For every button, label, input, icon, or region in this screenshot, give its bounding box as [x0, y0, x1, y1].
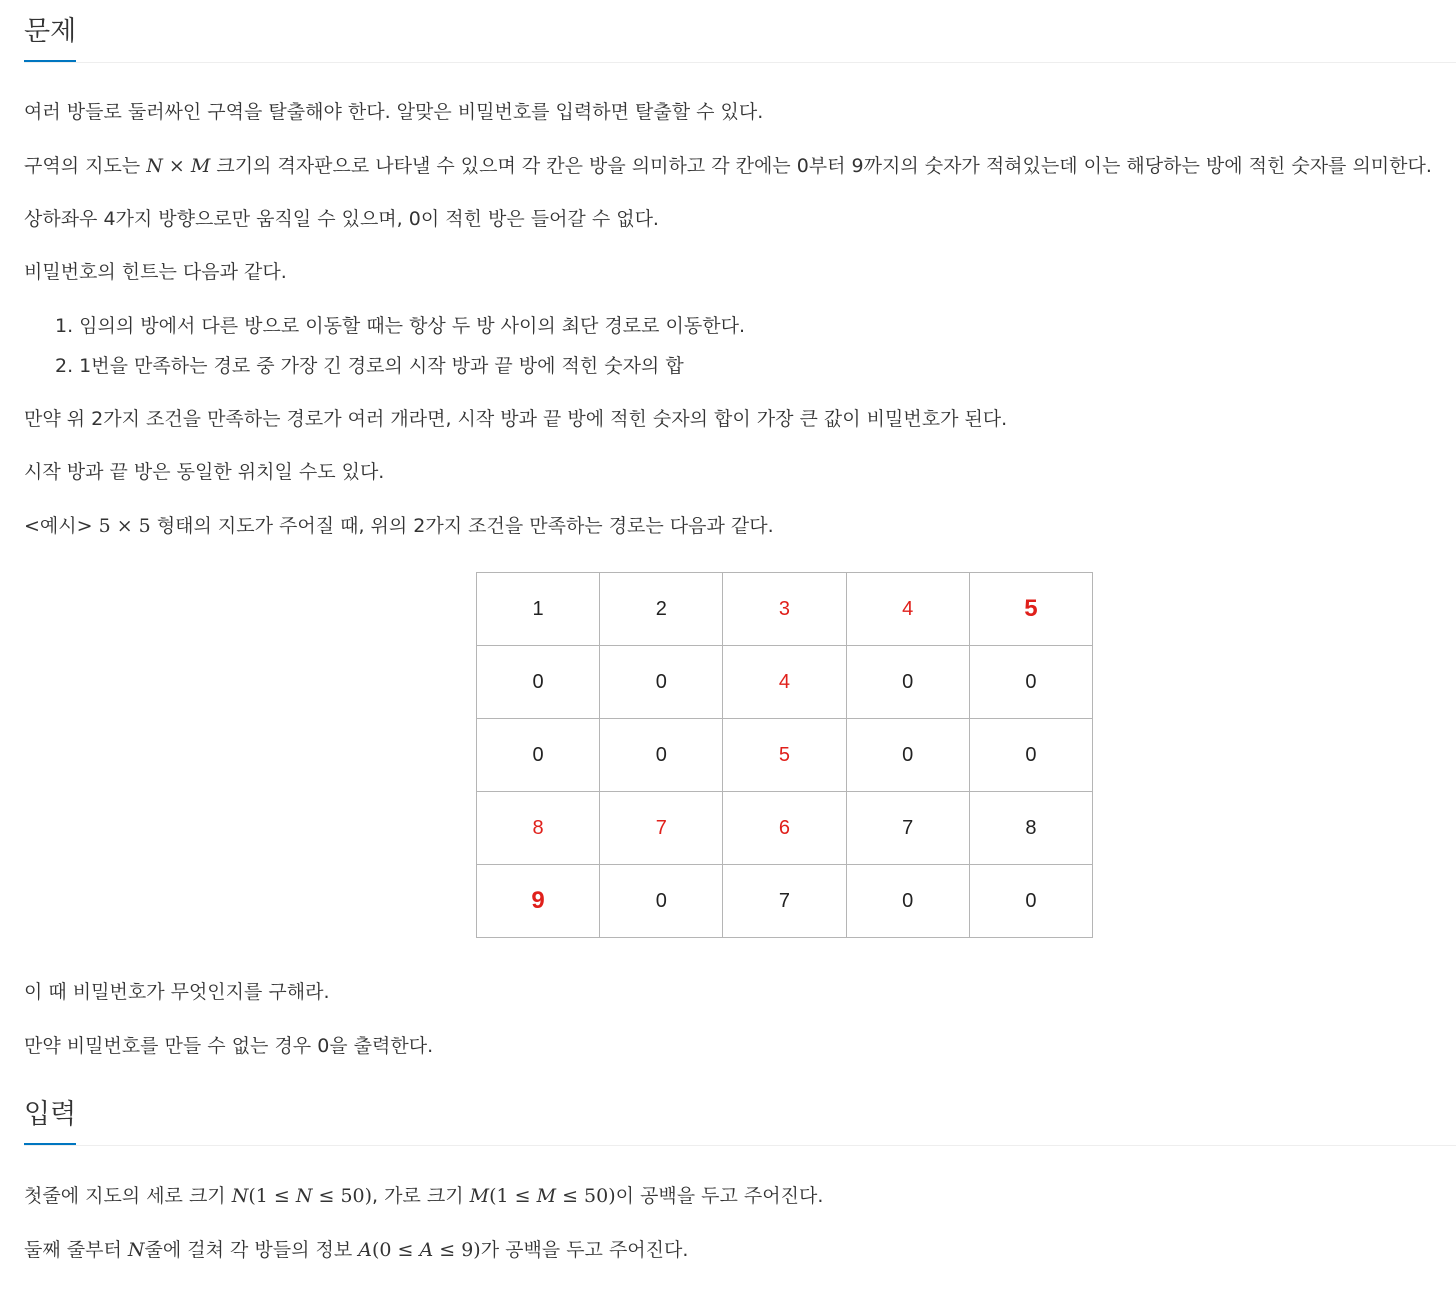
- grid-cell-highlighted: 7: [600, 792, 723, 865]
- math-n: N: [295, 1185, 313, 1207]
- grid-row: [477, 646, 1093, 719]
- grid-row: [477, 573, 1093, 646]
- input-line-2-mid: 줄에 걸쳐 각 방들의 정보: [144, 1239, 359, 1261]
- grid-cell-highlighted: 6: [723, 792, 846, 865]
- problem-description-8: 이 때 비밀번호가 무엇인지를 구해라.: [24, 981, 330, 1003]
- problem-description-3: 상하좌우 4가지 방향으로만 움직일 수 있으며, 0이 적힌 방은 들어갈 수 없다.: [24, 208, 659, 230]
- grid-cell: 0: [846, 719, 969, 792]
- grid-cell: 0: [969, 865, 1092, 938]
- math-a: A: [419, 1239, 434, 1261]
- grid-row: [477, 792, 1093, 865]
- problem-description-2-pre: 구역의 지도는: [24, 155, 147, 177]
- math-size: 5 × 5: [98, 515, 151, 537]
- grid-cell: 0: [600, 646, 723, 719]
- input-heading: 입력: [24, 1097, 76, 1145]
- math-range-open: (0 ≤: [371, 1239, 420, 1261]
- hint-list-item-1: 1. 임의의 방에서 다른 방으로 이동할 때는 항상 두 방 사이의 최단 경로로 이동한다.: [55, 315, 746, 337]
- grid-cell: 0: [477, 719, 600, 792]
- math-times: ×: [162, 155, 191, 177]
- math-a: A: [358, 1239, 372, 1261]
- problem-description-1: 여러 방들로 둘러싸인 구역을 탈출해야 한다. 알맞은 비밀번호를 입력하면 탈출할 수 있다.: [24, 101, 764, 123]
- input-line-1: [24, 1183, 823, 1209]
- input-line-1-post: 이 공백을 두고 주어진다.: [615, 1185, 824, 1207]
- grid-cell-highlighted: 4: [846, 573, 969, 646]
- input-line-2-pre: 둘째 줄부터: [24, 1239, 128, 1261]
- input-line-1-mid: , 가로 크기: [372, 1185, 470, 1207]
- input-section-header: [24, 1083, 1456, 1146]
- math-n: N: [146, 155, 163, 177]
- grid-cell-endpoint: 9: [477, 865, 600, 938]
- math-m: M: [469, 1185, 490, 1207]
- math-range-close: ≤ 9): [433, 1239, 481, 1261]
- problem-description-9: 만약 비밀번호를 만들 수 없는 경우 0을 출력한다.: [24, 1035, 434, 1057]
- grid-row: [477, 865, 1093, 938]
- problem-description-2-post: 크기의 격자판으로 나타낼 수 있으며 각 칸은 방을 의미하고 각 칸에는 0부터 9까지의 숫자가 적혀있는데 이는 해당하는 방에 적힌 숫자를 의미한다.: [210, 155, 1432, 177]
- problem-heading: 문제: [24, 14, 76, 62]
- grid-cell: 7: [723, 865, 846, 938]
- grid-cell: 0: [477, 646, 600, 719]
- grid-cell: 7: [846, 792, 969, 865]
- math-n: N: [127, 1239, 145, 1261]
- grid-cell-highlighted: 3: [723, 573, 846, 646]
- problem-description-5: 만약 위 2가지 조건을 만족하는 경로가 여러 개라면, 시작 방과 끝 방에 적힌 숫자의 합이 가장 큰 값이 비밀번호가 된다.: [24, 408, 1008, 430]
- problem-description-7: [24, 513, 774, 539]
- math-range-open: (1 ≤: [489, 1185, 537, 1207]
- hint-list-item-2: 2. 1번을 만족하는 경로 중 가장 긴 경로의 시작 방과 끝 방에 적힌 숫자의 합: [55, 355, 684, 377]
- grid-cell: 1: [477, 573, 600, 646]
- grid-cell: 0: [969, 646, 1092, 719]
- grid-cell: 0: [600, 719, 723, 792]
- grid-row: [477, 719, 1093, 792]
- math-range-open: (1 ≤: [248, 1185, 296, 1207]
- grid-cell: 2: [600, 573, 723, 646]
- grid-cell: 0: [600, 865, 723, 938]
- input-line-2: [24, 1237, 688, 1263]
- grid-cell: 0: [846, 646, 969, 719]
- grid-cell-highlighted: 5: [723, 719, 846, 792]
- problem-description-2: [24, 153, 1432, 179]
- grid-cell: 0: [846, 865, 969, 938]
- input-line-2-post: 가 공백을 두고 주어진다.: [480, 1239, 689, 1261]
- math-range-close: ≤ 50): [312, 1185, 373, 1207]
- math-range-close: ≤ 50): [556, 1185, 616, 1207]
- problem-description-6: 시작 방과 끝 방은 동일한 위치일 수도 있다.: [24, 461, 385, 483]
- grid-cell: 0: [969, 719, 1092, 792]
- grid-cell-highlighted: 4: [723, 646, 846, 719]
- math-n: N: [231, 1185, 249, 1207]
- example-label: <예시>: [24, 515, 99, 537]
- example-grid: [476, 572, 1093, 938]
- problem-section-header: [24, 0, 1456, 63]
- problem-description-7-post: 형태의 지도가 주어질 때, 위의 2가지 조건을 만족하는 경로는 다음과 같다.: [150, 515, 774, 537]
- math-m: M: [190, 155, 211, 177]
- input-line-1-pre: 첫줄에 지도의 세로 크기: [24, 1185, 232, 1207]
- grid-cell-highlighted: 8: [477, 792, 600, 865]
- grid-cell-endpoint: 5: [969, 573, 1092, 646]
- grid-cell: 8: [969, 792, 1092, 865]
- math-m: M: [536, 1185, 557, 1207]
- problem-description-4: 비밀번호의 힌트는 다음과 같다.: [24, 261, 287, 283]
